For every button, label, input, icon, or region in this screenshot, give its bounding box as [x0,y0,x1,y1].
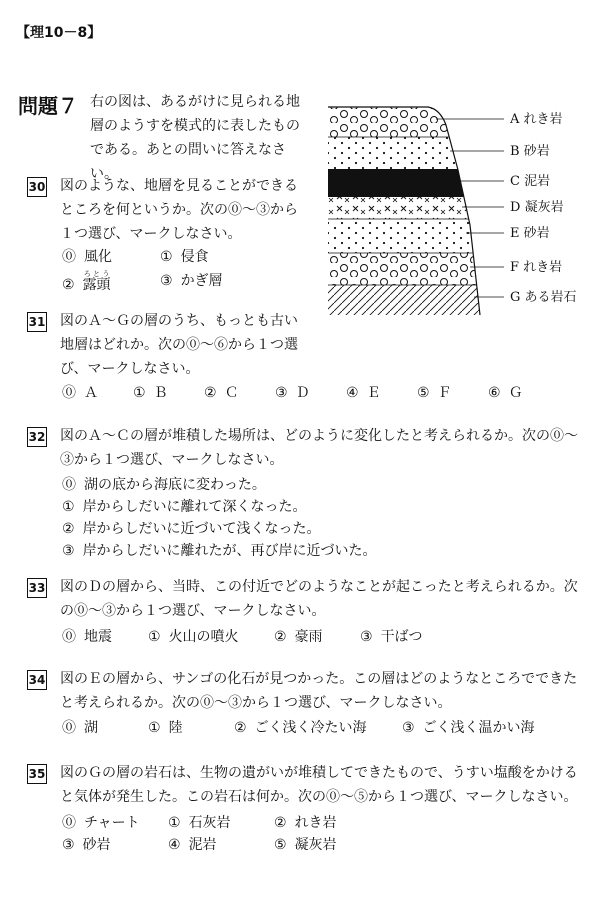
question-line: 地層はどれか。次の⓪～⑥から１つ選 [60,337,298,353]
question-line: の⓪～③から１つ選び、マークしなさい。 [60,603,326,619]
layer-b [318,137,518,169]
answer-option[interactable]: ③ 砂岩 [62,837,111,853]
answer-option[interactable]: ⓪ Ａ [62,385,98,401]
answer-option[interactable]: ③ 干ばつ [360,629,423,645]
layer-f [318,253,518,285]
layer-a [318,107,518,137]
answer-option[interactable]: ③ Ｄ [275,385,310,401]
question-number: 35 [27,764,47,784]
answer-option[interactable]: ⑤ Ｆ [417,385,452,401]
question-number: 30 [27,177,47,197]
intro-line: 右の図は、あるがけに見られる地 [90,94,300,110]
answer-option[interactable]: ② 豪雨 [274,629,323,645]
layer-label-b: B 砂岩 [510,144,550,159]
layer-g [318,285,518,315]
problem-title: 問題７ [18,94,78,118]
layer-label-f: F れき岩 [510,260,563,275]
layer-label-c: C 泥岩 [510,174,551,189]
layer-c [318,169,518,197]
question-34-text [60,667,590,715]
layer-label-d: D 凝灰岩 [510,200,564,215]
question-line: 図のＤの層から、当時、この付近でどのようなことが起こったと考えられるか。次 [60,579,578,595]
answer-option[interactable]: ⓪ 風化 [62,249,112,265]
answer-option[interactable]: ③ 岸からしだいに離れたが、再び岸に近づいた。 [62,543,377,559]
question-line: ところを何というか。次の⓪～③から [60,202,298,218]
layer-label-a: A れき岩 [510,112,563,127]
answer-option[interactable]: ① 侵食 [160,249,209,265]
question-31-text [60,309,310,381]
layer-e [318,219,518,253]
page-header: 【理10－8】 [16,25,102,41]
answer-option[interactable]: ② れき岩 [274,815,337,831]
answer-option[interactable]: ③ かぎ層 [160,273,223,289]
answer-option[interactable]: ① 石灰岩 [168,815,231,831]
answer-option[interactable]: ⓪ 湖 [62,720,98,736]
layer-label-g: G ある岩石 [510,290,577,305]
question-number: 33 [27,578,47,598]
question-33-text [60,575,590,623]
answer-option[interactable]: ③ ごく浅く温かい海 [402,720,535,736]
question-line: ③から１つ選び、マークしなさい。 [60,452,284,468]
question-number: 31 [27,312,47,332]
question-line: １つ選び、マークしなさい。 [60,226,242,242]
answer-option[interactable]: ⑥ Ｇ [488,385,523,401]
layer-d [318,197,518,219]
question-line: 図のＡ～Ｃの層が堆積した場所は、どのように変化したと考えられるか。次の⓪～ [60,428,578,444]
question-line: 図のＡ～Ｇの層のうち、もっとも古い [60,313,298,329]
answer-option[interactable]: ① 岸からしだいに離れて深くなった。 [62,499,307,515]
strata-diagram [318,95,590,330]
answer-option[interactable]: ④ 泥岩 [168,837,217,853]
problem-intro [90,90,310,186]
answer-option[interactable]: ② 露頭ろとう [62,270,111,293]
question-30-text [60,174,310,246]
intro-line: 層のようすを模式的に表したもの [90,118,300,134]
intro-line: である。あとの問いに答えなさい。 [90,142,286,182]
answer-option[interactable]: ① Ｂ [133,385,168,401]
question-line: 図のＥの層から、サンゴの化石が見つかった。この層はどのようなところでできた [60,671,578,687]
question-32-text [60,424,590,472]
question-number: 32 [27,427,47,447]
answer-option[interactable]: ② 岸からしだいに近づいて浅くなった。 [62,521,321,537]
question-35-text [60,761,590,809]
answer-option[interactable]: ① 陸 [148,720,183,736]
question-line: 図のＧの層の岩石は、生物の遺がいが堆積してできたもので、うすい塩酸をかける [60,765,578,781]
answer-option[interactable]: ⓪ 湖の底から海底に変わった。 [62,477,266,493]
question-number: 34 [27,670,47,690]
answer-option[interactable]: ⓪ チャート [62,815,140,831]
answer-option[interactable]: ② ごく浅く冷たい海 [234,720,367,736]
question-line: び、マークしなさい。 [60,361,200,377]
answer-option[interactable]: ⓪ 地震 [62,629,112,645]
answer-option[interactable]: ② Ｃ [204,385,239,401]
answer-option[interactable]: ④ Ｅ [346,385,381,401]
layer-label-e: E 砂岩 [510,226,550,241]
answer-option[interactable]: ① 火山の噴火 [148,629,239,645]
question-line: と考えられるか。次の⓪～③から１つ選び、マークしなさい。 [60,695,452,711]
answer-option[interactable]: ⑤ 凝灰岩 [274,837,337,853]
ruby-text: 露頭ろとう [82,270,111,293]
question-line: と気体が発生した。この岩石は何か。次の⓪～⑤から１つ選び、マークしなさい。 [60,789,578,805]
question-line: 図のような、地層を見ることができる [60,178,298,194]
